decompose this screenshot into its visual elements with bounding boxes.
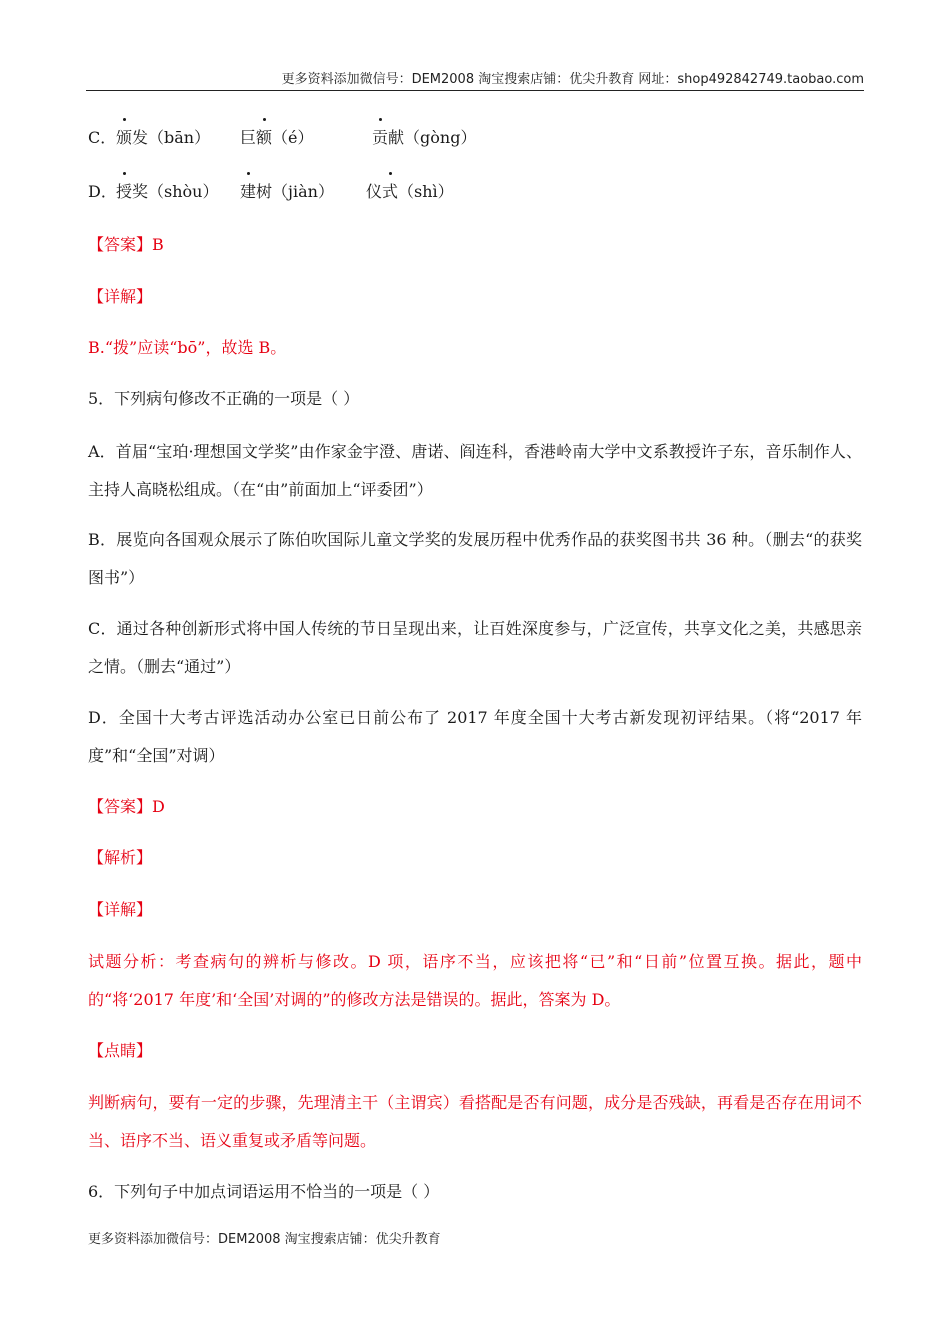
q5-analysis-label: 【解析】 (88, 848, 153, 867)
q5-detail-label: 【详解】 (88, 900, 153, 919)
option-label: D． (88, 182, 117, 201)
page-footer: 更多资料添加微信号：DEM2008 淘宝搜索店铺：优尖升教育 (88, 1232, 441, 1247)
dotted-char: 式 (382, 174, 398, 210)
dotted-char: 颁 (116, 120, 132, 156)
dotted-char: 授 (116, 174, 132, 210)
word-3: 贡献（gòng） (372, 120, 476, 156)
word-2: 建树（jiàn） (240, 174, 334, 210)
q6-question: 6．下列句子中加点词语运用不恰当的一项是（ ） (88, 1182, 440, 1201)
word-1: 颁发（bān） (116, 120, 210, 156)
page-header: 更多资料添加微信号：DEM2008 淘宝搜索店铺：优尖升教育 网址：shop492842749.taobao.com (86, 68, 864, 91)
q4-detail: B.“拨”应读“bō”，故选 B。 (88, 338, 287, 357)
option-label: C． (88, 128, 117, 147)
q4-detail-label: 【详解】 (88, 287, 153, 306)
q5-question: 5．下列病句修改不正确的一项是（ ） (88, 389, 360, 408)
word-2: 巨额（é） (240, 120, 314, 156)
word-1: 授奖（shòu） (116, 174, 218, 210)
dotted-char: 额 (256, 120, 272, 156)
q5-answer: 【答案】D (88, 797, 165, 816)
q5-option-d: D．全国十大考古评选活动办公室已日前公布了 2017 年度全国十大考古新发现初评结果。（将“2017 年度”和“全国”对调） (88, 708, 862, 765)
dotted-char: 贡 (372, 120, 388, 156)
q5-option-a: A．首届“宝珀·理想国文学奖”由作家金宇澄、唐诺、阎连科，香港岭南大学中文系教授许子东，音乐制作人、主持人高晓松组成。（在“由”前面加上“评委团”） (88, 442, 862, 499)
q5-point-label: 【点睛】 (88, 1041, 153, 1060)
dotted-char: 建 (240, 174, 256, 210)
q5-point: 判断病句，要有一定的步骤，先理清主干（主谓宾）看搭配是否有问题，成分是否残缺，再看是否存在用词不当、语序不当、语义重复或矛盾等问题。 (88, 1093, 862, 1150)
word-3: 仪式（shì） (366, 174, 454, 210)
q4-answer: 【答案】B (88, 235, 164, 254)
q5-option-b: B．展览向各国观众展示了陈伯吹国际儿童文学奖的发展历程中优秀作品的获奖图书共 36 种。（删去“的获奖图书”） (88, 530, 862, 587)
q5-detail: 试题分析：考查病句的辨析与修改。D 项，语序不当，应该把将“已”和“日前”位置互换。据此，题中的“将‘2017 年度’和‘全国’对调的”的修改方法是错误的。据此，答案为 D。 (88, 952, 862, 1009)
q5-option-c: C．通过各种创新形式将中国人传统的节日呈现出来，让百姓深度参与，广泛宣传，共享文化之美，共感思亲之情。（删去“通过”） (88, 619, 862, 676)
